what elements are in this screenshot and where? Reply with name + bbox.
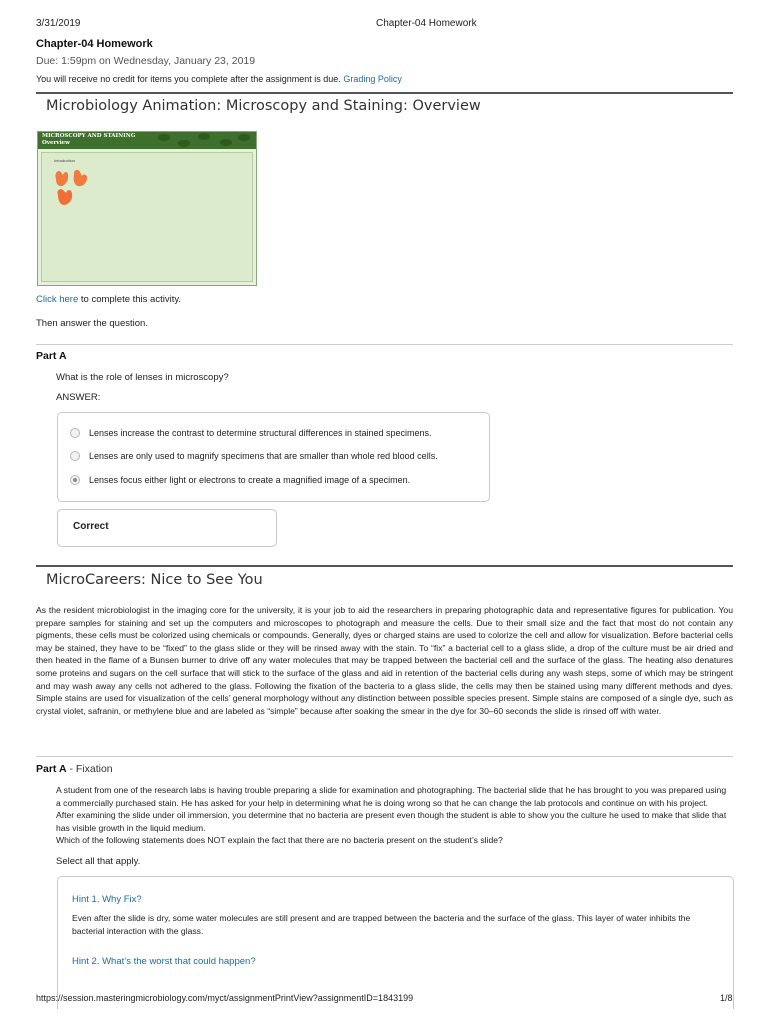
thumbnail-content [41,152,253,282]
answer-label: ANSWER: [56,392,101,403]
print-doc-title: Chapter-04 Homework [376,18,477,29]
print-date: 3/31/2019 [36,18,81,29]
hint-body: Even after the slide is dry, some water molecules are still present and are trapped between the bacteria and the surface of the glass. This layer of water inhibits the bacterial interaction with the glass. [72,913,691,936]
credit-note [36,74,402,84]
hints-box [57,876,734,1009]
answer-option[interactable] [70,475,410,485]
question-paragraph: A student from one of the research labs is having trouble preparing a slide for examination and photographing. The bacterial slide that he has brought to you was prepared using a commercially purchased stain. He has asked for your help in determining what he is doing wrong so that he can change the lab protocols and continue on with his project. After examining the slide under oil immersion, you determine that no bacteria are present even though the student is able to show you the culture he used to make that slide that has visible growth in the liquid medium. [56,785,727,833]
feedback-box [57,509,277,547]
question-text: What is the role of lenses in microscopy? [56,372,229,383]
radio-unselected-icon[interactable] [70,428,80,438]
assignment-title: Chapter-04 Homework [36,38,153,50]
thumbnail-title-bar [38,132,256,149]
part-a-subtitle: - Fixation [66,763,113,775]
then-answer-text: Then answer the question. [36,318,148,329]
option-text: Lenses are only used to magnify specimens that are smaller than whole red blood cells. [89,451,438,461]
part-divider [36,756,733,757]
part-a-label: Part A [36,350,67,362]
thumbnail-label: Introduction [54,158,75,163]
activity-instruction [36,294,181,305]
due-date: Due: 1:59pm on Wednesday, January 23, 2019 [36,55,256,67]
answer-option[interactable] [70,428,432,438]
section-title: Microbiology Animation: Microscopy and Staining: Overview [46,98,481,114]
hint-title[interactable]: Hint 1. Why Fix? [72,894,142,905]
activity-instruction-text: to complete this activity. [78,294,182,305]
option-text: Lenses increase the contrast to determine structural differences in stained specimens. [89,428,432,438]
section-divider [36,92,733,94]
thumbnail-title: MICROSCOPY AND STAINING Overview [42,133,136,146]
grading-policy-link[interactable]: Grading Policy [343,74,402,84]
part-a-title: Part A [36,763,67,775]
answer-options-box [57,412,490,502]
section-divider [36,565,733,567]
hint-title[interactable]: Hint 2. What’s the worst that could happen? [72,956,256,967]
footer-url: https://session.masteringmicrobiology.com/myct/assignmentPrintView?assignmentID=1843199 [36,993,414,1003]
question-line: Which of the following statements does NOT explain the fact that there are no bacteria present on the student’s slide? [56,835,503,845]
feedback-text: Correct [73,521,109,532]
scenario-paragraph: As the resident microbiologist in the imaging core for the university, it is your job to aid the researchers in preparing photographic data and representative figures for publication. You prepare samples for staining and set up the computers and microscopes to photograph and measure the cells. Due to their small size and the fact that most do not contain any pigments, these cells must be colorized using chemicals or compounds. Generally, dyes or charged stains are used to colorize the cell and allow for visualization. Before bacterial cells may be stained, they have to be “fixed” to the glass slide or they will be rinsed away with the stain. To “fix” a bacterial cell to a glass slide, a drop of the culture must be air dried and then heated in the flame of a Bunsen burner to drive off any water molecules that may be trapped between the bacterial cell and the surface of the glass. The heating also denatures some proteins and sugars on the cell surface that will stick to the surface of the glass and aid in retention of the bacterial cells during any wash steps, some of which may be stringent and may wash away any cells not adhered to the glass. Following the fixation of the bacteria to a glass slide, the cells may then be stained using many different methods and dyes. Simple stains are used for visualization of the cells’ general morphology without any distinction between possible species present. Simple stains are composed of a single dye, such as crystal violet, safranin, or methylene blue and are labeled as “simple” because after soaking the smear in the dye for 30–60 seconds the slide is rinsed off with water. [36,605,733,716]
select-all-text: Select all that apply. [56,856,141,867]
radio-selected-icon[interactable] [70,475,80,485]
page-number: 1/8 [720,993,733,1003]
radio-unselected-icon[interactable] [70,451,80,461]
click-here-link[interactable]: Click here [36,294,79,305]
part-a-label [36,763,113,775]
hand-illustration [52,165,92,211]
animation-thumbnail[interactable] [37,131,257,286]
section-title: MicroCareers: Nice to See You [46,572,263,588]
part-divider [36,344,733,345]
credit-note-text: You will receive no credit for items you complete after the assignment is due. [36,74,341,84]
answer-option[interactable] [70,451,438,461]
option-text: Lenses focus either light or electrons to create a magnified image of a specimen. [89,475,411,485]
